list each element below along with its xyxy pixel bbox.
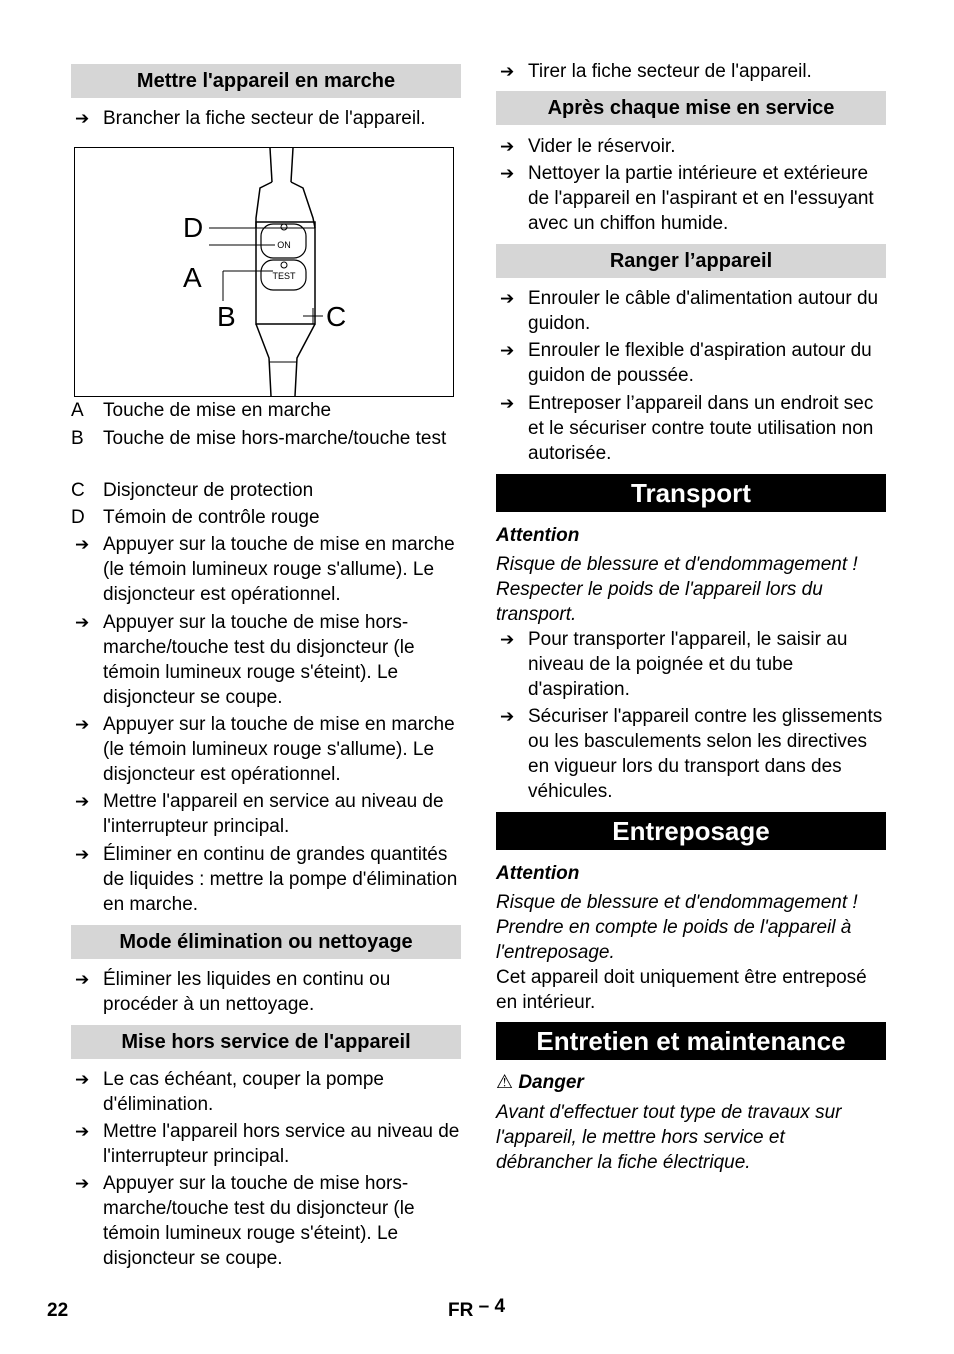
list-item: ➔ Appuyer sur la touche de mise en marche (le témoin lumineux rouge s'allume). Le disjoncteur est opérationnel. bbox=[75, 534, 455, 605]
heading-transport: Transport bbox=[496, 474, 886, 512]
list-item: ➔ Enrouler le flexible d'aspiration autour du guidon de poussée. bbox=[500, 340, 872, 386]
arrow-right-icon: ➔ bbox=[500, 62, 515, 81]
arrow-right-icon: ➔ bbox=[75, 1122, 90, 1141]
legend-item: D Témoin de contrôle rouge bbox=[71, 507, 320, 528]
arrow-right-icon: ➔ bbox=[75, 970, 90, 989]
figure-label-a: A bbox=[183, 262, 202, 293]
attention-text: Risque de blessure et d'endommagement ! Respecter le poids de l'appareil lors du transport. bbox=[496, 554, 858, 625]
heading-mettre-en-marche: Mettre l'appareil en marche bbox=[71, 64, 461, 98]
arrow-right-icon: ➔ bbox=[500, 630, 515, 649]
attention-text: Risque de blessure et d'endommagement ! Prendre en compte le poids de l'appareil à l'entreposage. bbox=[496, 892, 858, 963]
danger-text: Avant d'effectuer tout type de travaux sur l'appareil, le mettre hors service et débrancher la fiche électrique. bbox=[496, 1102, 842, 1173]
attention-label: Attention bbox=[496, 525, 580, 546]
heading-entretien: Entretien et maintenance bbox=[496, 1022, 886, 1060]
list-item: ➔ Éliminer les liquides en continu ou procéder à un nettoyage. bbox=[75, 969, 391, 1015]
entreposage-text: Cet appareil doit uniquement être entreposé en intérieur. bbox=[496, 967, 867, 1013]
legend-item: C Disjoncteur de protection bbox=[71, 480, 314, 501]
heading-ranger: Ranger l’appareil bbox=[496, 244, 886, 278]
arrow-right-icon: ➔ bbox=[500, 707, 515, 726]
legend-item: B Touche de mise hors-marche/touche test bbox=[71, 428, 447, 449]
arrow-right-icon: ➔ bbox=[75, 845, 90, 864]
attention-label: Attention bbox=[496, 863, 580, 884]
list-item: ➔ Pour transporter l'appareil, le saisir au niveau de la poignée et du tube d'aspiration. bbox=[500, 629, 848, 700]
circuit-breaker-figure bbox=[74, 147, 454, 397]
warning-triangle-icon: ⚠ bbox=[496, 1072, 514, 1093]
arrow-right-icon: ➔ bbox=[500, 289, 515, 308]
list-item: ➔ Appuyer sur la touche de mise hors-marche/touche test du disjoncteur (le témoin lumineux rouge s'éteint). Le disjoncteur se coupe. bbox=[75, 1173, 415, 1269]
list-item: ➔ Appuyer sur la touche de mise hors-marche/touche test du disjoncteur (le témoin lumineux rouge s'éteint). Le disjoncteur se coupe. bbox=[75, 612, 415, 708]
list-item: ➔ Mettre l'appareil en service au niveau de l'interrupteur principal. bbox=[75, 791, 444, 837]
list-item: ➔ Mettre l'appareil hors service au niveau de l'interrupteur principal. bbox=[75, 1121, 460, 1167]
heading-mode-elimination: Mode élimination ou nettoyage bbox=[71, 925, 461, 959]
danger-label: ⚠ Danger bbox=[496, 1072, 584, 1093]
circuit-breaker-drawing bbox=[75, 148, 453, 396]
list-item: ➔ Éliminer en continu de grandes quantités de liquides : mettre la pompe d'élimination en marche. bbox=[75, 844, 458, 915]
figure-label-b: B bbox=[217, 301, 236, 332]
test-label: TEST bbox=[272, 271, 296, 281]
arrow-right-icon: ➔ bbox=[75, 535, 90, 554]
arrow-right-icon: ➔ bbox=[500, 164, 515, 183]
arrow-right-icon: ➔ bbox=[75, 792, 90, 811]
page-number: 22 bbox=[47, 1300, 69, 1321]
list-item: ➔ Appuyer sur la touche de mise en marche (le témoin lumineux rouge s'allume). Le disjoncteur est opérationnel. bbox=[75, 714, 455, 785]
list-item: ➔ Vider le réservoir. bbox=[500, 136, 676, 157]
arrow-right-icon: ➔ bbox=[75, 1174, 90, 1193]
arrow-right-icon: ➔ bbox=[75, 109, 90, 128]
list-item: ➔ Brancher la fiche secteur de l'appareil. bbox=[75, 108, 426, 129]
heading-mise-hors-service: Mise hors service de l'appareil bbox=[71, 1025, 461, 1059]
list-item: ➔ Tirer la fiche secteur de l'appareil. bbox=[500, 61, 812, 82]
heading-entreposage: Entreposage bbox=[496, 812, 886, 850]
list-item: ➔ Le cas échéant, couper la pompe d'élimination. bbox=[75, 1069, 384, 1115]
list-item: ➔ Entreposer l’appareil dans un endroit sec et le sécuriser contre toute utilisation non autorisée. bbox=[500, 393, 874, 464]
page-language: FR – 4 bbox=[448, 1296, 506, 1321]
list-item: ➔ Sécuriser l'appareil contre les glissements ou les basculements selon les directives en vigueur lors du transport dans des véhicules. bbox=[500, 706, 883, 802]
figure-label-c: C bbox=[326, 301, 347, 332]
arrow-right-icon: ➔ bbox=[75, 613, 90, 632]
heading-apres-mise-en-service: Après chaque mise en service bbox=[496, 91, 886, 125]
list-item: ➔ Enrouler le câble d'alimentation autour du guidon. bbox=[500, 288, 879, 334]
list-item: ➔ Nettoyer la partie intérieure et extérieure de l'appareil en l'aspirant et en l'essuyant avec un chiffon humide. bbox=[500, 163, 874, 234]
arrow-right-icon: ➔ bbox=[500, 341, 515, 360]
arrow-right-icon: ➔ bbox=[500, 137, 515, 156]
arrow-right-icon: ➔ bbox=[75, 715, 90, 734]
on-label: ON bbox=[277, 240, 291, 250]
figure-label-d: D bbox=[183, 212, 204, 243]
arrow-right-icon: ➔ bbox=[75, 1070, 90, 1089]
arrow-right-icon: ➔ bbox=[500, 394, 515, 413]
legend-item: A Touche de mise en marche bbox=[71, 400, 332, 421]
